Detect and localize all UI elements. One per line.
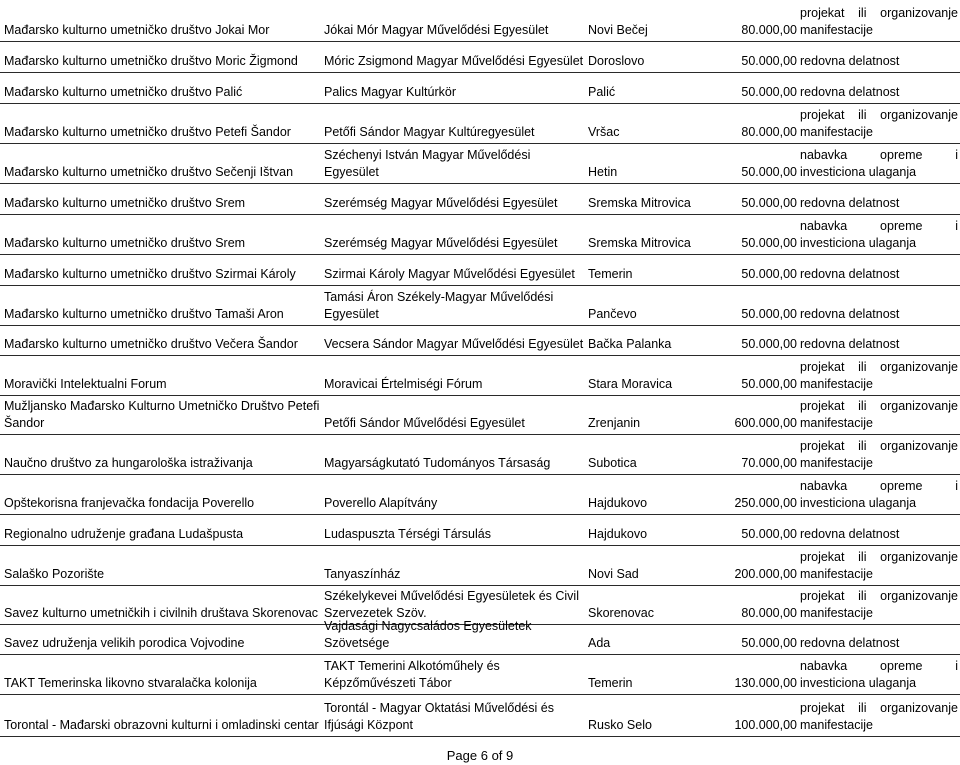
organization-name: Mađarsko kulturno umetničko društvo Večera Šandor — [4, 337, 298, 351]
organization-name: Moravički Intelektualni Forum — [4, 377, 167, 391]
hungarian-name: Moravicai Értelmiségi Fórum — [324, 377, 483, 391]
place-name: Stara Moravica — [588, 377, 673, 391]
amount-value: 80.000,00 — [741, 125, 797, 139]
place-name: Subotica — [588, 456, 637, 470]
organization-name: Mađarsko kulturno umetničko društvo Palić — [4, 85, 243, 99]
place-name: Novi Bečej — [588, 23, 648, 37]
hungarian-name: Székelykevei Művelődési Egyesületek és Civil Szervezetek Szöv. — [324, 589, 579, 620]
hungarian-name: Móric Zsigmond Magyar Művelődési Egyesület — [324, 54, 584, 68]
purpose-text: redovna delatnost — [800, 307, 900, 321]
hungarian-name: TAKT Temerini Alkotóműhely és Képzőművészeti Tábor — [324, 659, 500, 690]
purpose-text: projekat ili organizovanje manifestacije — [800, 550, 958, 581]
table-row — [0, 255, 960, 286]
hungarian-name: Petőfi Sándor Művelődési Egyesület — [324, 416, 525, 430]
amount-value: 80.000,00 — [741, 606, 797, 620]
amount-value: 50.000,00 — [741, 267, 797, 281]
place-name: Skorenovac — [588, 606, 655, 620]
table-row — [0, 73, 960, 104]
table-row — [0, 475, 960, 515]
amount-value: 50.000,00 — [741, 527, 797, 541]
place-name: Hajdukovo — [588, 496, 648, 510]
organization-name: Mađarsko kulturno umetničko društvo Petefi Šandor — [4, 125, 291, 139]
place-name: Vršac — [588, 125, 620, 139]
table-row — [0, 0, 960, 42]
amount-value: 50.000,00 — [741, 85, 797, 99]
table-row — [0, 396, 960, 435]
table-row — [0, 104, 960, 144]
amount-value: 200.000,00 — [734, 567, 797, 581]
place-name: Sremska Mitrovica — [588, 196, 691, 210]
table-row — [0, 515, 960, 546]
table-row — [0, 286, 960, 326]
amount-value: 70.000,00 — [741, 456, 797, 470]
organization-name: Mađarsko kulturno umetničko društvo Moric Žigmond — [4, 54, 298, 68]
place-name: Ada — [588, 636, 611, 650]
table-row — [0, 695, 960, 737]
amount-value: 100.000,00 — [734, 718, 797, 732]
table-row — [0, 184, 960, 215]
organization-name: Mađarsko kulturno umetničko društvo Jokai Mor — [4, 23, 270, 37]
purpose-text: projekat ili organizovanje manifestacije — [800, 399, 958, 430]
hungarian-name: Széchenyi István Magyar Művelődési Egyesület — [324, 148, 531, 179]
organization-name: Mađarsko kulturno umetničko društvo Tamaši Aron — [4, 307, 284, 321]
page-number: Page 6 of 9 — [446, 748, 514, 763]
place-name: Bačka Palanka — [588, 337, 672, 351]
amount-value: 50.000,00 — [741, 54, 797, 68]
organization-name: Regionalno udruženje građana Ludašpusta — [4, 527, 244, 541]
place-name: Zrenjanin — [588, 416, 641, 430]
amount-value: 50.000,00 — [741, 236, 797, 250]
hungarian-name: Tanyaszínház — [324, 567, 401, 581]
hungarian-name: Torontál - Magyar Oktatási Művelődési és Ifjúsági Központ — [324, 701, 554, 732]
purpose-text: redovna delatnost — [800, 267, 900, 281]
purpose-text: projekat ili organizovanje manifestacije — [800, 108, 958, 139]
place-name: Sremska Mitrovica — [588, 236, 691, 250]
place-name: Hajdukovo — [588, 527, 648, 541]
organization-name: Torontal - Mađarski obrazovni kulturni i omladinski centar — [4, 718, 319, 732]
purpose-text: nabavka opreme i investiciona ulaganja — [800, 659, 958, 690]
place-name: Palić — [588, 85, 616, 99]
amount-value: 50.000,00 — [741, 196, 797, 210]
amount-value: 80.000,00 — [741, 23, 797, 37]
place-name: Temerin — [588, 267, 633, 281]
place-name: Novi Sad — [588, 567, 639, 581]
organization-name: Mađarsko kulturno umetničko društvo Srem — [4, 236, 246, 250]
place-name: Hetin — [588, 165, 618, 179]
hungarian-name: Poverello Alapítvány — [324, 496, 438, 510]
hungarian-name: Ludaspuszta Térségi Társulás — [324, 527, 491, 541]
purpose-text: projekat ili organizovanje manifestacije — [800, 360, 958, 391]
hungarian-name: Szerémség Magyar Művelődési Egyesület — [324, 196, 558, 210]
table-row — [0, 326, 960, 356]
purpose-text: projekat ili organizovanje manifestacije — [800, 589, 958, 620]
amount-value: 130.000,00 — [734, 676, 797, 690]
hungarian-name: Tamási Áron Székely-Magyar Művelődési Egyesület — [324, 290, 554, 321]
table-row — [0, 546, 960, 586]
amount-value: 50.000,00 — [741, 636, 797, 650]
hungarian-name: Magyarságkutató Tudományos Társaság — [324, 456, 551, 470]
hungarian-name: Vecsera Sándor Magyar Művelődési Egyesület — [324, 337, 584, 351]
purpose-text: redovna delatnost — [800, 85, 900, 99]
place-name: Doroslovo — [588, 54, 645, 68]
table-row — [0, 215, 960, 255]
organization-name: Opštekorisna franjevačka fondacija Poverello — [4, 496, 255, 510]
organization-name: Mađarsko kulturno umetničko društvo Sečenji Ištvan — [4, 165, 294, 179]
organization-name: TAKT Temerinska likovno stvaralačka kolonija — [4, 676, 257, 690]
table-row — [0, 619, 960, 655]
organization-name: Savez udruženja velikih porodica Vojvodine — [4, 636, 245, 650]
table-row — [0, 144, 960, 184]
purpose-text: nabavka opreme i investiciona ulaganja — [800, 148, 958, 179]
hungarian-name: Szerémség Magyar Művelődési Egyesület — [324, 236, 558, 250]
purpose-text: redovna delatnost — [800, 527, 900, 541]
table-row — [0, 655, 960, 695]
amount-value: 600.000,00 — [734, 416, 797, 430]
table-row — [0, 42, 960, 73]
purpose-text: projekat ili organizovanje manifestacije — [800, 6, 958, 37]
purpose-text: nabavka opreme i investiciona ulaganja — [800, 479, 958, 510]
hungarian-name: Vajdasági Nagycsaládos Egyesületek Szövetsége — [324, 619, 532, 650]
purpose-text: redovna delatnost — [800, 337, 900, 351]
amount-value: 250.000,00 — [734, 496, 797, 510]
amount-value: 50.000,00 — [741, 307, 797, 321]
amount-value: 50.000,00 — [741, 165, 797, 179]
purpose-text: redovna delatnost — [800, 54, 900, 68]
purpose-text: redovna delatnost — [800, 196, 900, 210]
organization-name: Salaško Pozorište — [4, 567, 105, 581]
organization-name: Naučno društvo za hungarološka istraživanja — [4, 456, 253, 470]
amount-value: 50.000,00 — [741, 377, 797, 391]
table-row — [0, 435, 960, 475]
organization-name: Savez kulturno umetničkih i civilnih društava Skorenovac — [4, 606, 319, 620]
purpose-text: redovna delatnost — [800, 636, 900, 650]
table-row — [0, 356, 960, 396]
place-name: Pančevo — [588, 307, 637, 321]
hungarian-name: Petőfi Sándor Magyar Kultúregyesület — [324, 125, 535, 139]
organization-name: Mužljansko Mađarsko Kulturno Umetničko Društvo Petefi Šandor — [4, 399, 320, 430]
place-name: Temerin — [588, 676, 633, 690]
organization-name: Mađarsko kulturno umetničko društvo Srem — [4, 196, 246, 210]
purpose-text: projekat ili organizovanje manifestacije — [800, 439, 958, 470]
hungarian-name: Jókai Mór Magyar Művelődési Egyesület — [324, 23, 549, 37]
place-name: Rusko Selo — [588, 718, 652, 732]
purpose-text: projekat ili organizovanje manifestacije — [800, 701, 958, 732]
amount-value: 50.000,00 — [741, 337, 797, 351]
organization-name: Mađarsko kulturno umetničko društvo Szirmai Károly — [4, 267, 296, 281]
hungarian-name: Szirmai Károly Magyar Művelődési Egyesület — [324, 267, 575, 281]
hungarian-name: Palics Magyar Kultúrkör — [324, 85, 456, 99]
purpose-text: nabavka opreme i investiciona ulaganja — [800, 219, 958, 250]
